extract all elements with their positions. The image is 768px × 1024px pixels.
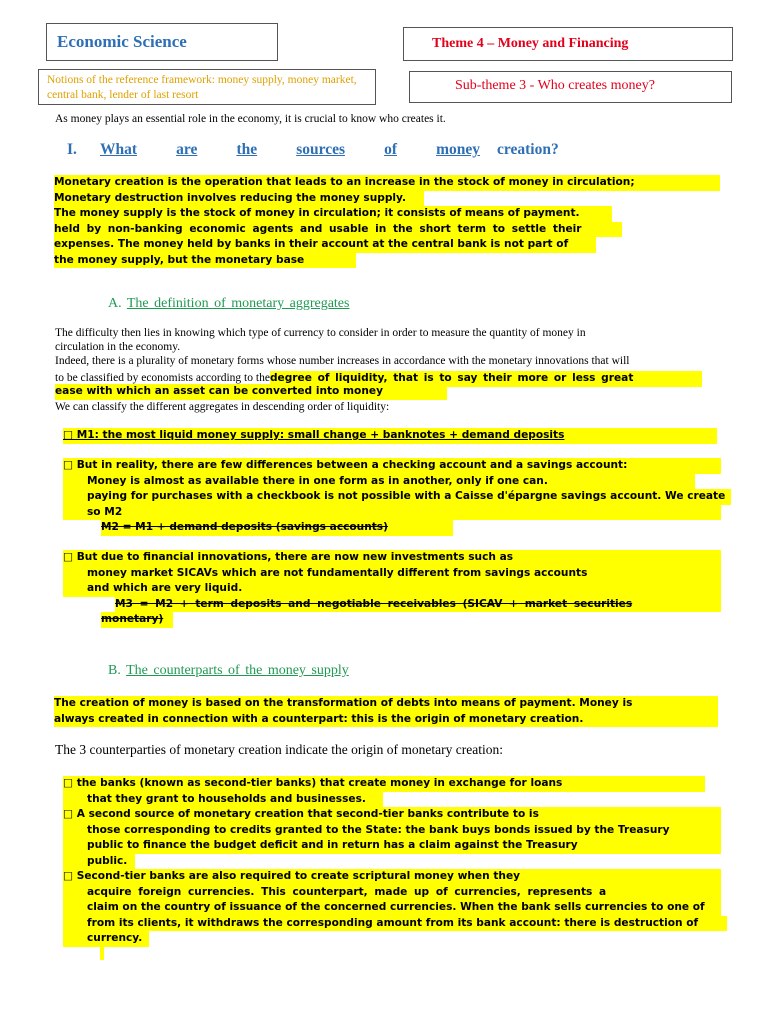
m3-formula-line-2: monetary) <box>101 612 173 628</box>
theme-box <box>403 27 733 61</box>
notions-box <box>38 69 376 105</box>
subject-box <box>46 23 278 61</box>
subtheme-title: Sub-theme 3 - Who creates money? <box>455 78 655 93</box>
m2-formula: M2 = M1 + demand deposits (savings accounts) <box>101 520 453 536</box>
counterparts-list <box>63 776 727 947</box>
list-item: those corresponding to credits granted to the State: the bank buys bonds issued by the Treasury <box>63 823 721 839</box>
definition-line: Monetary destruction involves reducing the money supply. <box>54 191 424 207</box>
definition-line: expenses. The money held by banks in their account at the central bank is not part of <box>54 237 596 253</box>
list-item: acquire foreign currencies. This counterpart, made up of currencies, represents a <box>63 885 721 901</box>
m2-aggregate: □ But in reality, there are few differences between a checking account and a savings account: Money is almost as available there in one form as in another, only if one can. paying for purchases with a checkbook is not possible with a Caisse d'épargne savings account. We create so M2 M2 = M1 + demand deposits (savings accounts) <box>63 458 731 536</box>
liquidity-highlight: degree of liquidity, that is to say their more or less great <box>270 371 702 387</box>
section-1-number: I. <box>67 141 77 158</box>
list-item: that they grant to households and businesses. <box>63 792 383 808</box>
list-item: public to finance the budget deficit and in return has a claim against the Treasury <box>63 838 721 854</box>
section-1-title-underlined: What are the sources of money <box>100 141 480 158</box>
section-b-title: B. The counterparts of the money supply <box>108 663 349 678</box>
section-1-title-end: creation? <box>497 141 559 158</box>
highlight-fragment <box>100 946 104 960</box>
list-item: claim on the country of issuance of the concerned currencies. When the bank sells currencies to one of <box>63 900 721 916</box>
definition-line: Monetary creation is the operation that leads to an increase in the stock of money in circulation; <box>54 175 720 191</box>
liquidity-line-end: ease with which an asset can be converted into money <box>55 384 447 400</box>
subject-title: Economic Science <box>57 32 187 51</box>
subtheme-box <box>409 71 732 103</box>
m3-formula-line-1: M3 = M2 + term deposits and negotiable receivables (SICAV + market securities <box>115 597 721 613</box>
list-item: currency. <box>63 931 149 947</box>
liquidity-line: to be classified by economists according to thedegree of liquidity, that is to say their more or less great <box>55 368 702 387</box>
notions-text: Notions of the reference framework: money supply, money market, central bank, lender of last resort <box>47 74 357 101</box>
definition-line: held by non-banking economic agents and usable in the short term to settle their <box>54 222 622 238</box>
definition-line: the money supply, but the monetary base <box>54 253 356 269</box>
monetary-creation-definition <box>54 175 720 268</box>
aggregates-intro: We can classify the different aggregates in descending order of liquidity: <box>55 401 390 413</box>
list-item: □ Second-tier banks are also required to create scriptural money when they <box>63 869 721 885</box>
definition-line: The money supply is the stock of money in circulation; it consists of means of payment. <box>54 206 612 222</box>
intro-text: As money plays an essential role in the economy, it is crucial to know who creates it. <box>55 113 446 125</box>
section-a-paragraph: The difficulty then lies in knowing which type of currency to consider in order to measure the quantity of money in circulation in the economy. Indeed, there is a plurality of monetary forms whose number increases in accordance with the monetary innovations that will <box>55 327 630 367</box>
list-item: from its clients, it withdraws the corresponding amount from its bank account: there is destruction of <box>63 916 727 932</box>
list-item: □ A second source of monetary creation that second-tier banks contribute to is <box>63 807 721 823</box>
section-1-title <box>67 141 587 159</box>
counterparts-intro: The 3 counterparties of monetary creation indicate the origin of monetary creation: <box>55 742 503 757</box>
list-item: public. <box>63 854 135 870</box>
section-a-title: A. The definition of monetary aggregates <box>108 296 350 311</box>
m1-aggregate: □ M1: the most liquid money supply: small change + banknotes + demand deposits <box>63 428 717 444</box>
list-item: □ the banks (known as second-tier banks) that create money in exchange for loans <box>63 776 705 792</box>
counterparts-definition: The creation of money is based on the transformation of debts into means of payment. Money is always created in connection with a counterpart: this is the origin of monetary creation. <box>54 696 718 727</box>
m3-aggregate: □ But due to financial innovations, there are now new investments such as money market SICAVs which are not fundamentally different from savings accounts and which are very liquid. M3 = M2 + term deposits and negotiable receivables (SICAV + market securities monetary) <box>63 550 721 628</box>
theme-title: Theme 4 – Money and Financing <box>432 36 629 51</box>
